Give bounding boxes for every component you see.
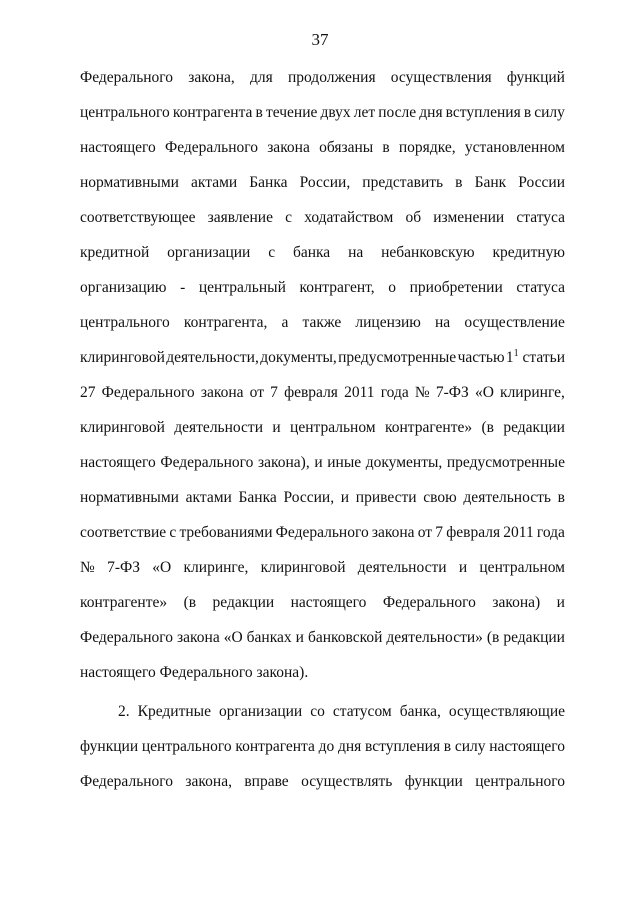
- text-line: клиринговой деятельности и центральном контрагенте» (в редакции: [80, 419, 565, 436]
- text-line: [80, 340, 565, 375]
- text-line: контрагенте» (в редакции настоящего Федерального закона) и: [80, 594, 565, 611]
- text-line: соответствующее заявление с ходатайством об изменении статуса: [80, 209, 565, 226]
- part-number: 1: [505, 349, 514, 366]
- paragraph-2: [80, 694, 565, 799]
- paragraph-1: [80, 60, 565, 690]
- text-line: организацию - центральный контрагент, о приобретении статуса: [80, 279, 565, 296]
- text-line: настоящего Федерального закона обязаны в порядке, установленном: [80, 139, 565, 156]
- word: клиринговой: [80, 349, 165, 366]
- text-line: функции центрального контрагента до дня вступления в силу настоящего: [80, 738, 565, 755]
- part-superscript: 1: [513, 348, 519, 359]
- word: частью: [457, 349, 505, 366]
- text-line: центрального контрагента в течение двух лет после дня вступления в силу: [80, 104, 565, 121]
- word: документы,: [260, 349, 337, 366]
- text-line: Федерального закона «О банках и банковской деятельности» (в редакции: [80, 629, 565, 646]
- text-line: 27 Федерального закона от 7 февраля 2011 года № 7-ФЗ «О клиринге,: [80, 384, 565, 401]
- text-line: соответствие с требованиями Федерального закона от 7 февраля 2011 года: [80, 524, 565, 541]
- word: деятельности,: [166, 349, 259, 366]
- text-line: кредитной организации с банка на небанковскую кредитную: [80, 244, 565, 261]
- text-line: настоящего Федерального закона).: [80, 664, 309, 681]
- text-line: Федерального закона, вправе осуществлять функции центрального: [80, 773, 565, 790]
- page-number: 37: [311, 30, 329, 49]
- text-line: № 7-ФЗ «О клиринге, клиринговой деятельности и центральном: [80, 559, 565, 576]
- text-line: настоящего Федерального закона), и иные документы, предусмотренные: [80, 454, 565, 471]
- text-line: нормативными актами Банка России, и привести свою деятельность в: [80, 489, 565, 506]
- article-reference: [506, 340, 565, 375]
- text-line: нормативными актами Банка России, представить в Банк России: [80, 174, 565, 191]
- text-line: центрального контрагента, а также лицензию на осуществление: [80, 314, 565, 331]
- article-word: статьи: [518, 349, 565, 366]
- text-line: 2. Кредитные организации со статусом банка, осуществляющие: [118, 703, 565, 720]
- document-body: [80, 60, 565, 799]
- word: предусмотренные: [338, 349, 457, 366]
- text-line: Федерального закона, для продолжения осуществления функций: [80, 69, 565, 86]
